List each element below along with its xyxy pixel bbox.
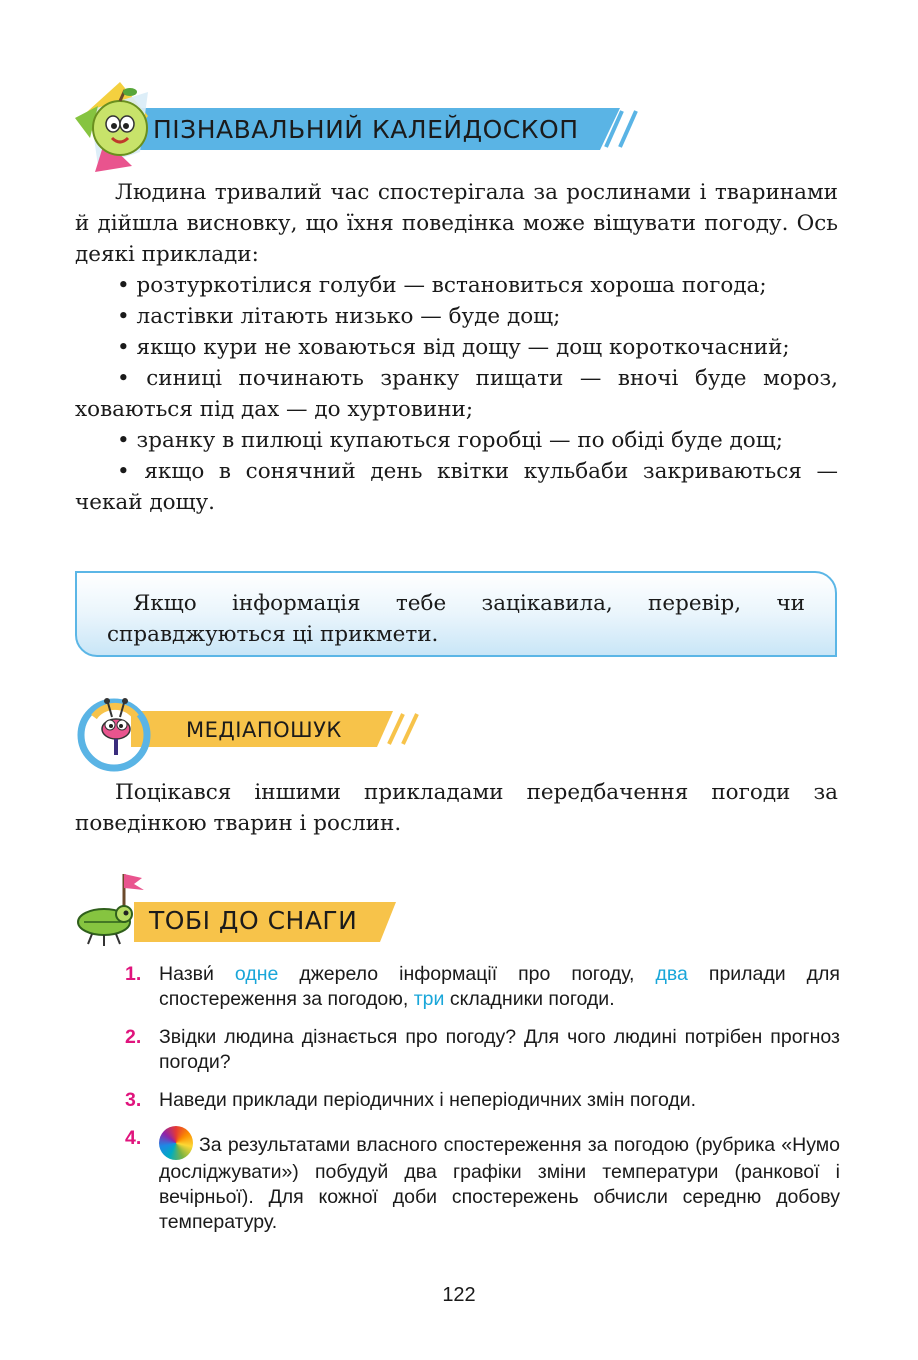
tasks-title: ТОБІ ДО СНАГИ (149, 906, 358, 935)
bullet-text: якщо кури не ховаються від дощу — дощ короткочасний; (136, 335, 790, 360)
at-sign-bug-icon (76, 683, 166, 778)
bullet-text: зранку в пилюці купаються горобці — по обіді буде дощ; (136, 428, 783, 453)
bullet: • (117, 459, 130, 484)
list-item (75, 301, 838, 332)
kaleidoscope-header (70, 80, 650, 175)
task-item-3 (118, 1088, 840, 1113)
kaleidoscope-apple-icon (70, 80, 165, 175)
task-text: прилади для спостереження за погодою, (159, 963, 840, 1010)
kaleidoscope-title: ПІЗНАВАЛЬНИЙ КАЛЕЙДОСКОП (153, 115, 579, 144)
highlight-one: одне (234, 963, 279, 985)
task-text: джерело інформації про погоду, (278, 963, 656, 985)
note-box (75, 571, 837, 657)
bullet-text: ластівки літають низько — буде дощ; (136, 304, 561, 329)
mediasearch-paragraph: Поцікався іншими прикладами передбачення погоди за поведінкою тварин і рослин. (75, 780, 838, 836)
page-number: 122 (442, 1284, 476, 1306)
list-item (75, 332, 838, 363)
bullet: • (117, 366, 130, 391)
kaleidoscope-intro: Людина тривалий час спостерігала за рослинами і тваринами й дійшла висновку, що їхня поведінка може віщувати погоду. Ось деякі приклади: (75, 180, 838, 267)
beetle-flag-icon (74, 868, 154, 948)
color-wheel-icon (159, 1126, 193, 1160)
task-text: Назви́ (159, 963, 235, 985)
note-text: Якщо інформація тебе зацікавила, перевір, чи справджуються ці прикмети. (107, 591, 805, 647)
task-list (118, 962, 840, 1248)
task-item-2 (118, 1025, 840, 1075)
task-number: 2. (125, 1026, 142, 1048)
bullet: • (117, 428, 130, 453)
bullet: • (117, 335, 130, 360)
bullet-text: якщо в сонячний день квітки кульбаби закриваються — чекай дощу. (75, 459, 838, 515)
highlight-two: два (655, 963, 688, 985)
mediasearch-text (75, 777, 838, 839)
task-item-4 (118, 1126, 840, 1235)
task-number: 1. (125, 963, 142, 985)
task-text: Звідки людина дізнається про погоду? Для чого людині потрібен прогноз погоди? (159, 1026, 840, 1073)
task-text: Наведи приклади періодичних і неперіодичних змін погоди. (159, 1089, 697, 1111)
list-item (75, 425, 838, 456)
list-item (75, 363, 838, 425)
tasks-header (74, 868, 404, 948)
list-item (75, 456, 838, 518)
task-text: складники погоди. (444, 988, 615, 1010)
task-text: За результатами власного спостереження за погодою (рубрика «Нумо досліджувати») побудуй два графіки зміни температури (ранкової і вечірньої). Для кожної доби спостережень обчисли середню добову температуру. (159, 1134, 840, 1233)
bullet-text: розтуркотілися голуби — встановиться хороша погода; (136, 273, 767, 298)
list-item (75, 270, 838, 301)
task-item-1 (118, 962, 840, 1012)
task-number: 4. (125, 1127, 142, 1149)
mediasearch-header (76, 683, 436, 783)
highlight-three: три (413, 988, 445, 1010)
bullet-text: синиці починають зранку пищати — вночі буде мороз, ховаються під дах — до хуртовини; (75, 366, 838, 422)
bullet: • (117, 273, 130, 298)
task-number: 3. (125, 1089, 142, 1111)
kaleidoscope-text (75, 177, 838, 518)
bullet: • (117, 304, 130, 329)
mediasearch-title: МЕДІАПОШУК (186, 718, 342, 742)
